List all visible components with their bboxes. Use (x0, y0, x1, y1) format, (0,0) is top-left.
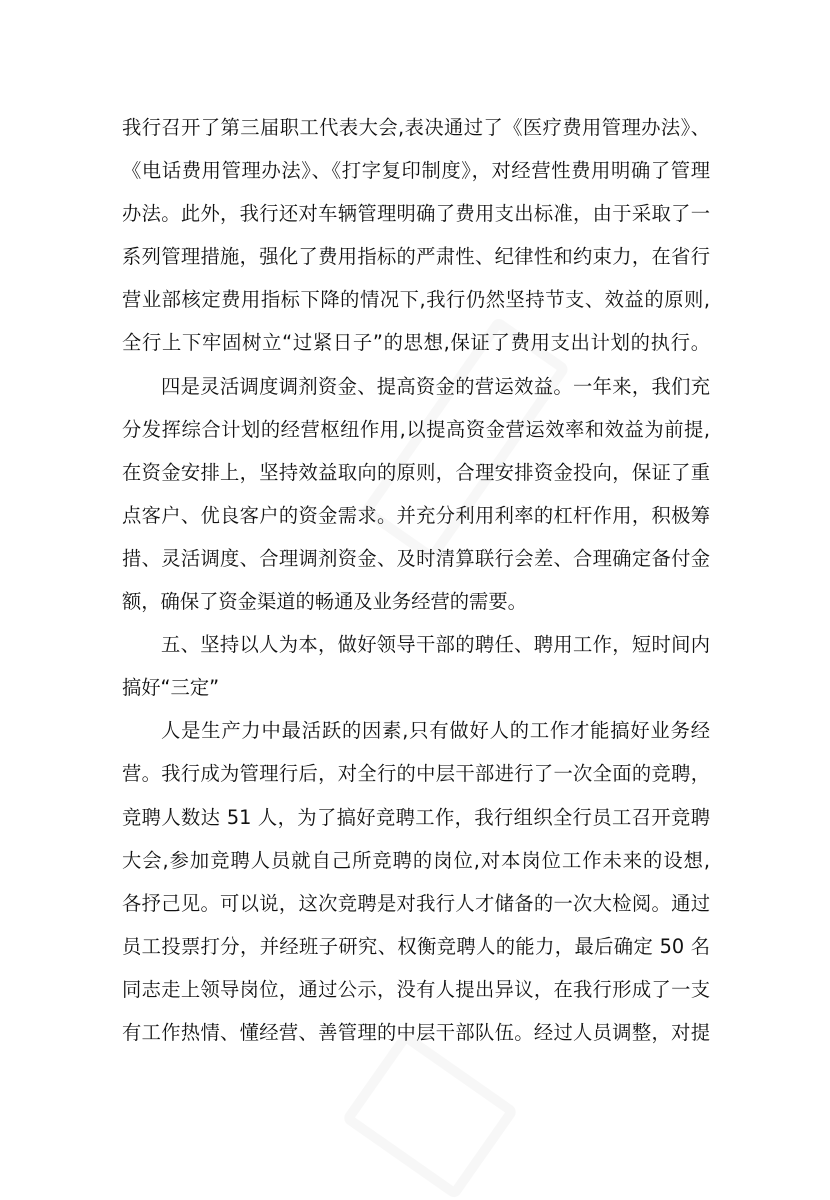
text-line: 四是灵活调度调剂资金、提高资金的营运效益。一年来，我们充 (161, 374, 710, 398)
text-line: 我行召开了第三届职工代表大会,表决通过了《医疗费用管理办法》、 (122, 116, 710, 139)
text-line: 员工投票打分，并经班子研究、权衡竞聘人的能力，最后确定 50 名 (122, 934, 710, 958)
text-line: 大会,参加竞聘人员就自己所竞聘的岗位,对本岗位工作未来的设想, (122, 848, 710, 872)
text-line: 同志走上领导岗位，通过公示，没有人提出异议，在我行形成了一支 (122, 977, 710, 1001)
text-line: 竞聘人数达 51 人，为了搞好竞聘工作，我行组织全行员工召开竞聘 (122, 805, 710, 829)
document-body (122, 106, 710, 1054)
text-line: 有工作热情、懂经营、善管理的中层干部队伍。经过人员调整，对提 (122, 1020, 710, 1044)
text-line: 额，确保了资金渠道的畅通及业务经营的需要。 (122, 590, 527, 614)
text-line: 搞好“三定” (122, 676, 220, 700)
text-line: 营。我行成为管理行后，对全行的中层干部进行了一次全面的竞聘， (122, 762, 710, 786)
watermark (341, 1030, 519, 1200)
text-line: 系列管理措施，强化了费用指标的严肃性、纪律性和约束力，在省行 (122, 245, 710, 269)
text-line: 在资金安排上，坚持效益取向的原则，合理安排资金投向，保证了重 (122, 460, 710, 484)
text-line: 五、坚持以人为本，做好领导干部的聘任、聘用工作，短时间内 (161, 633, 710, 657)
text-line: 人是生产力中最活跃的因素,只有做好人的工作才能搞好业务经 (161, 719, 710, 743)
text-line: 点客户、优良客户的资金需求。并充分利用利率的杠杆作用，积极筹 (122, 503, 710, 527)
text-line: 分发挥综合计划的经营枢纽作用,以提高资金营运效率和效益为前提, (122, 417, 710, 441)
text-line: 全行上下牢固树立“过紧日子”的思想,保证了费用支出计划的执行。 (122, 331, 710, 355)
text-line: 营业部核定费用指标下降的情况下,我行仍然坚持节支、效益的原则, (122, 288, 710, 312)
text-line: 《电话费用管理办法》、《打字复印制度》，对经营性费用明确了管理 (122, 159, 710, 183)
text-line: 办法。此外，我行还对车辆管理明确了费用支出标准，由于采取了一 (122, 202, 710, 226)
text-line: 措、灵活调度、合理调剂资金、及时清算联行会差、合理确定备付金 (122, 546, 710, 570)
text-line: 各抒己见。可以说，这次竞聘是对我行人才储备的一次大检阅。通过 (122, 891, 710, 915)
